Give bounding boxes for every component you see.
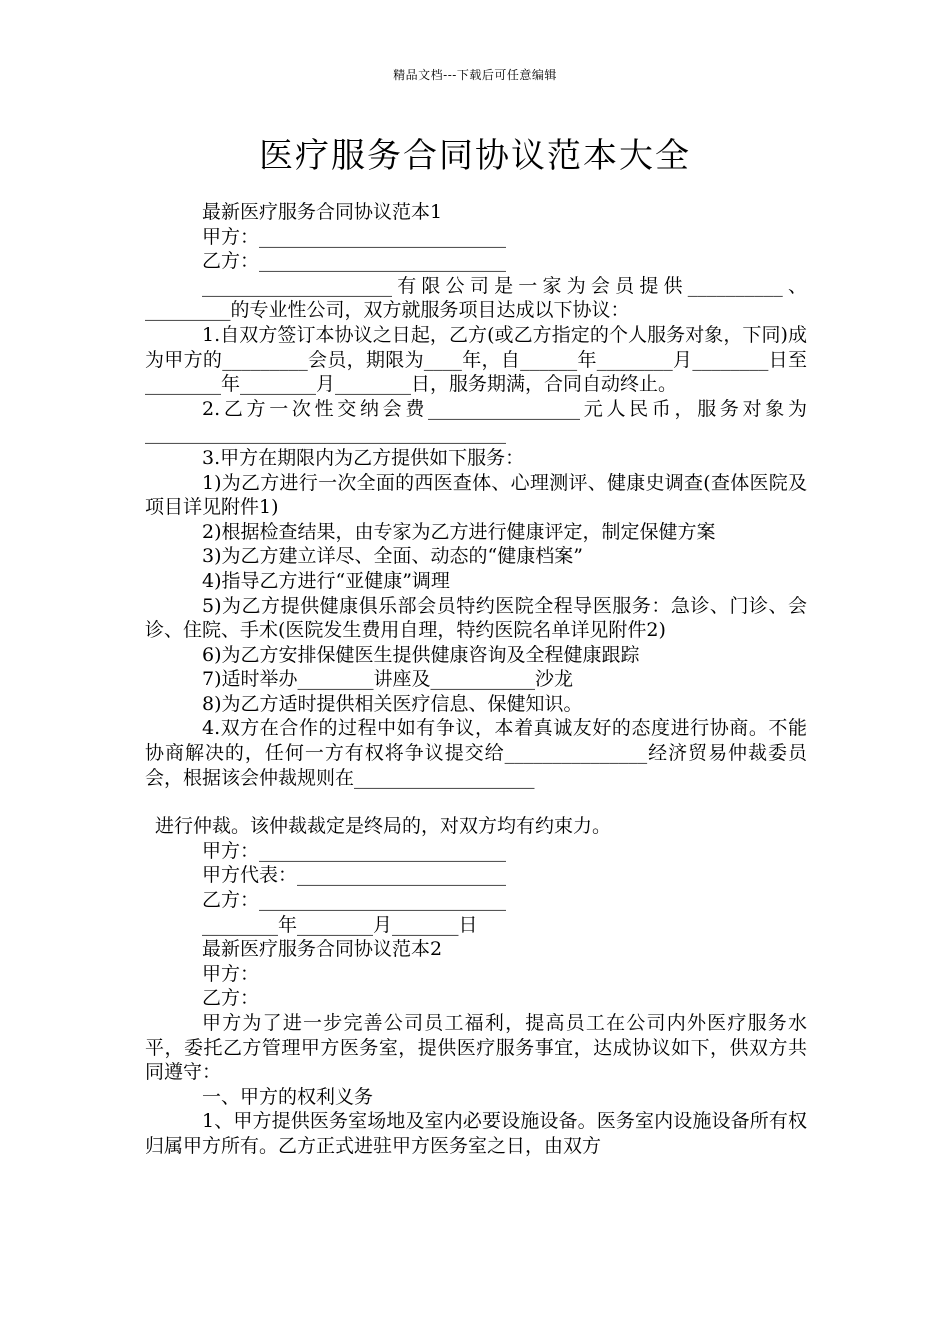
clause-2: 2.乙方一次性交纳会费________________元人民币，服务对象为______________________________________ (145, 397, 807, 445)
document-title: 医疗服务合同协议范本大全 (259, 136, 691, 176)
section-heading-2: 最新医疗服务合同协议范本2 (202, 938, 443, 961)
service-item-2: 2)根据检查结果，由专家为乙方进行健康评定，制定保健方案 (202, 520, 716, 543)
signature-party-b: 乙方：__________________________ (202, 889, 507, 912)
signature-party-a: 甲方：__________________________ (202, 839, 507, 862)
service-item-3: 3)为乙方建立详尽、全面、动态的“健康档案” (202, 545, 583, 568)
service-item-1: 1)为乙方进行一次全面的西医查体、心理测评、健康史调查(查体医院及项目详见附件1) (145, 471, 807, 519)
clause-3: 3.甲方在期限内为乙方提供如下服务： (202, 446, 525, 469)
service-item-8: 8)为乙方适时提供相关医疗信息、保健知识。 (202, 692, 583, 715)
party-a-line: 甲方：__________________________ (202, 225, 507, 248)
party-a-line-2: 甲方： (202, 962, 260, 985)
service-item-7: 7)适时举办________讲座及___________沙龙 (202, 668, 574, 691)
article-heading-1: 一、甲方的权利义务 (202, 1085, 374, 1108)
spacer (145, 790, 807, 814)
clause-4: 4.双方在合作的过程中如有争议，本着真诚友好的态度进行协商。不能协商解决的，任何一方有权将争议提交给_______________经济贸易仲裁委员会，根据该会仲裁规则在___________________ (145, 717, 807, 789)
party-b-line: 乙方：__________________________ (202, 250, 507, 273)
document-body (145, 200, 807, 1159)
service-item-4: 4)指导乙方进行“亚健康”调理 (202, 569, 450, 592)
intro-paragraph: ____________________有限公司是一家为会员提供__________、_________的专业性公司，双方就服务项目达成以下协议： (145, 274, 807, 322)
section-heading-1: 最新医疗服务合同协议范本1 (202, 201, 443, 223)
service-item-6: 6)为乙方安排保健医生提供健康咨询及全程健康跟踪 (202, 643, 640, 666)
signature-party-a-rep: 甲方代表：______________________ (202, 864, 507, 887)
service-item-5: 5)为乙方提供健康俱乐部会员特约医院全程导医服务：急诊、门诊、会诊、住院、手术(医院发生费用自理，特约医院名单详见附件2) (145, 594, 807, 642)
page-header: 精品文档---下载后可任意编辑 (393, 68, 557, 82)
arbitration-sentence: 进行仲裁。该仲裁裁定是终局的，对双方均有约束力。 (155, 815, 612, 838)
party-b-line-2: 乙方： (202, 987, 260, 1010)
intro-paragraph-2: 甲方为了进一步完善公司员工福利，提高员工在公司内外医疗服务水平，委托乙方管理甲方医务室，提供医疗服务事宜，达成协议如下，供双方共同遵守： (145, 1012, 807, 1084)
article-1-clause-1: 1、甲方提供医务室场地及室内必要设施设备。医务室内设施设备所有权归属甲方所有。乙方正式进驻甲方医务室之日，由双方 (145, 1110, 807, 1157)
clause-1: 1.自双方签订本协议之日起，乙方(或乙方指定的个人服务对象，下同)成为甲方的_________会员，期限为____年，自______年________月________日至________年________月________日，服务期满，合同自动终止。 (145, 323, 807, 396)
signature-date: ________年________月_______日 (202, 913, 478, 936)
